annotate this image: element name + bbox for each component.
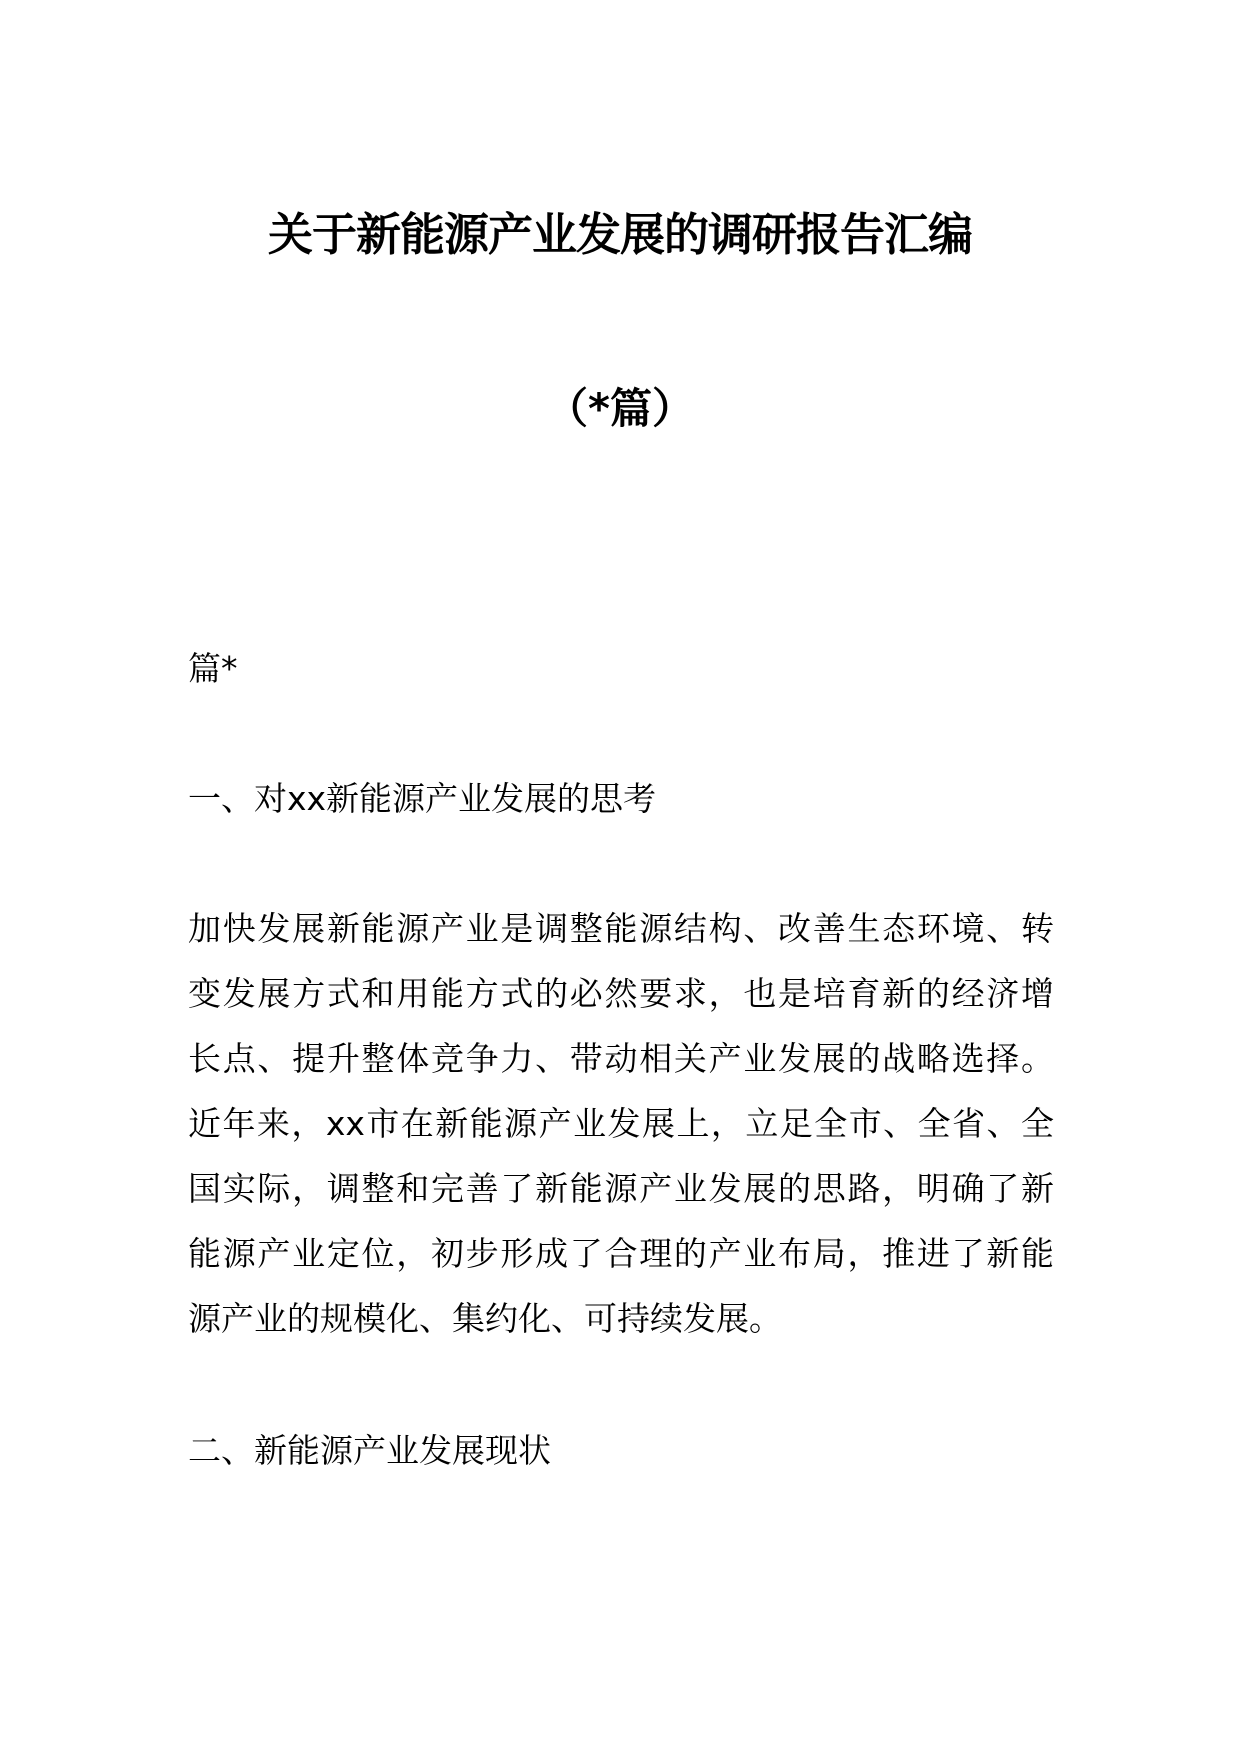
paragraph-line: 近年来，xx市在新能源产业发展上，立足全市、全省、全	[188, 1104, 1054, 1143]
paragraph-line: 长点、提升整体竞争力、带动相关产业发展的战略选择。	[188, 1039, 1054, 1078]
heading-2: 二、新能源产业发展现状	[188, 1431, 551, 1470]
paragraph-line: 变发展方式和用能方式的必然要求，也是培育新的经济增	[188, 974, 1054, 1013]
paragraph-line: 能源产业定位，初步形成了合理的产业布局，推进了新能	[188, 1234, 1054, 1273]
paragraph-line: 国实际，调整和完善了新能源产业发展的思路，明确了新	[188, 1169, 1054, 1208]
document-title: 关于新能源产业发展的调研报告汇编	[267, 208, 972, 261]
section-label: 篇*	[188, 649, 238, 688]
document-subtitle: （*篇）	[546, 384, 694, 433]
paragraph-line: 加快发展新能源产业是调整能源结构、改善生态环境、转	[188, 909, 1054, 948]
heading-1: 一、对xx新能源产业发展的思考	[188, 779, 657, 818]
paragraph-line: 源产业的规模化、集约化、可持续发展。	[188, 1299, 782, 1338]
